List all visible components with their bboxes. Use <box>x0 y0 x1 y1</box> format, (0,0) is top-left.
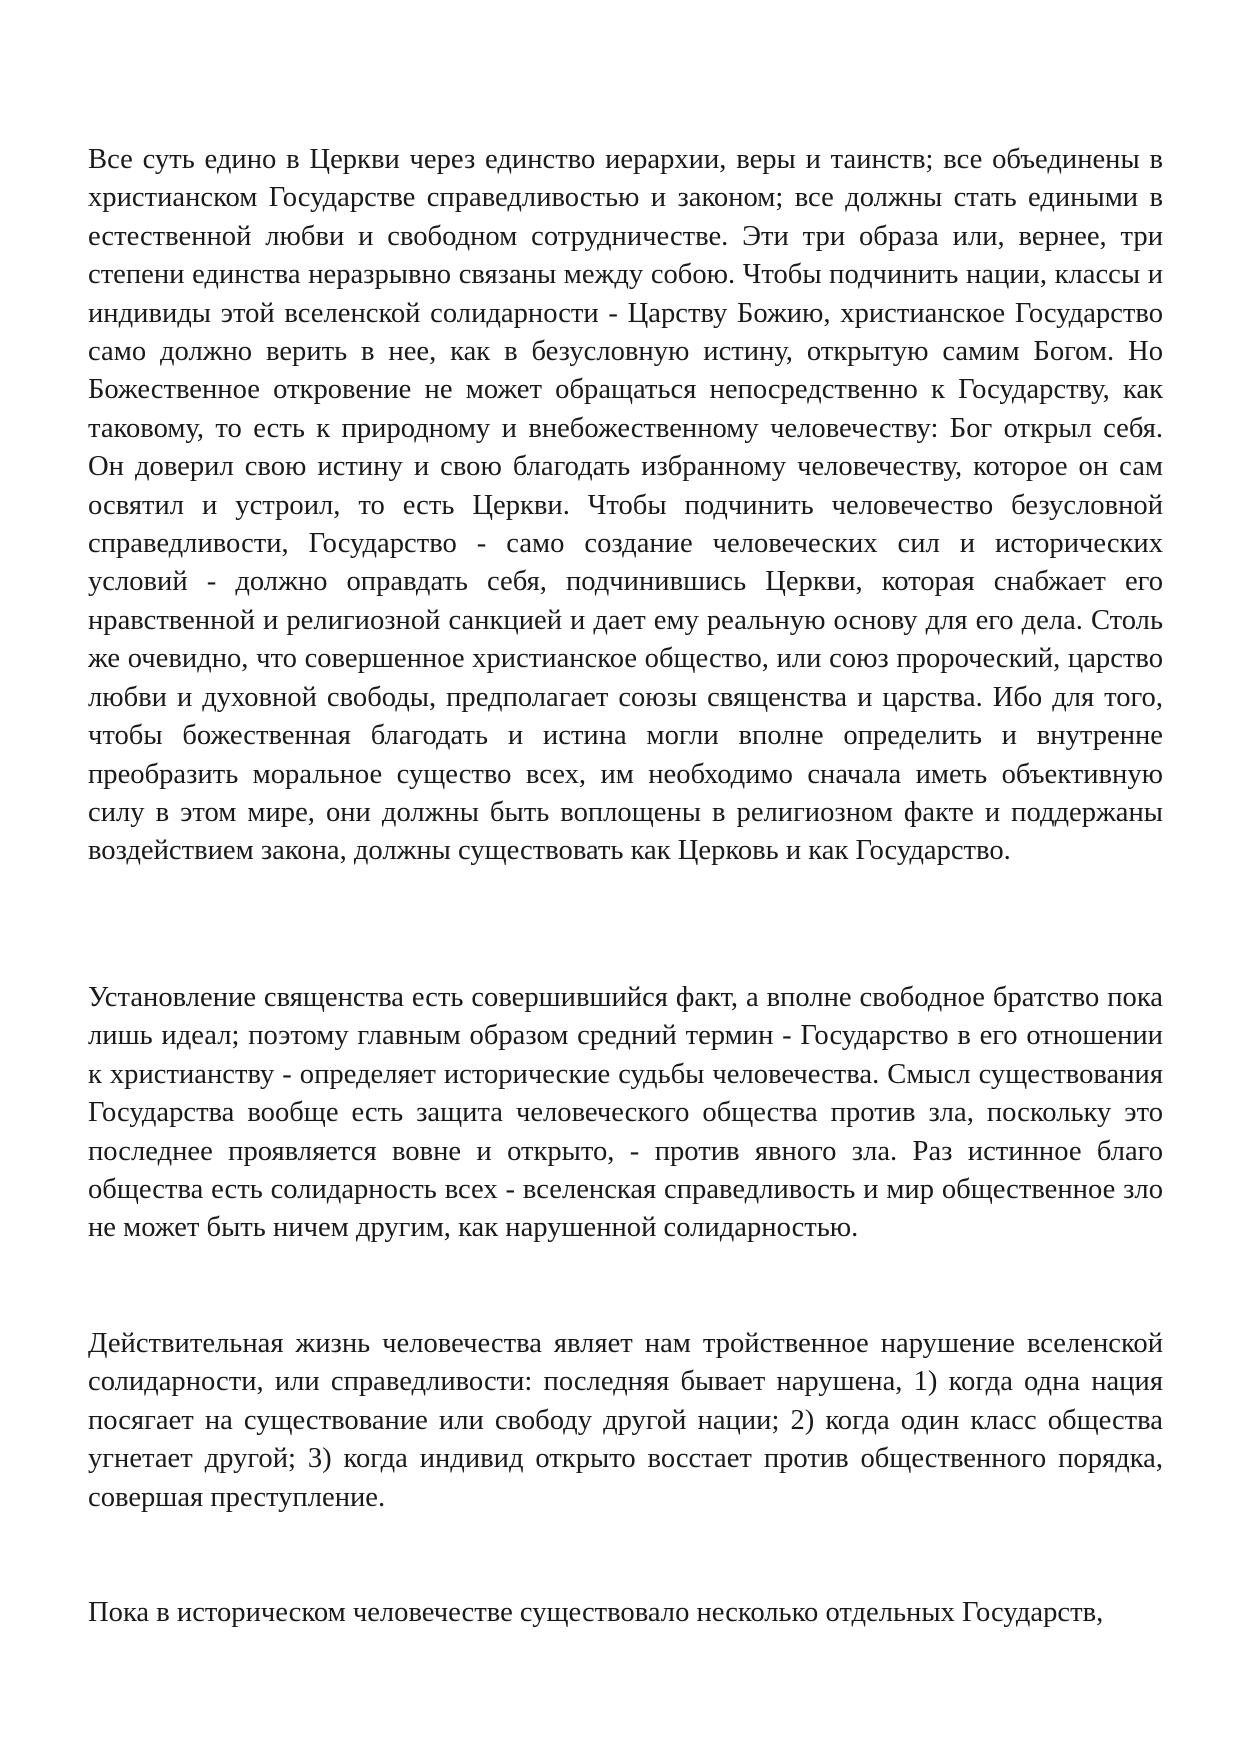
paragraph-solidarity-violation: Действительная жизнь человечества являет нам тройственное нарушение вселенской солидарности, или справедливости: последняя бывает нарушена, 1) когда одна нация посягает на существование или свободу другой нации; 2) когда один класс общества угнетает другой; 3) когда индивид открыто восстает против общественного порядка, совершая преступление. <box>88 1328 1163 1513</box>
paragraph-priesthood-state: Установление священства есть совершившийся факт, а вполне свободное братство пока лишь идеал; поэтому главным образом средний термин - Государство в его отношении к христианству - определяет исторические судьбы человечества. Смысл существования Государства вообще есть защита человеческого общества против зла, поскольку это последнее проявляется вовне и открыто, - против явного зла. Раз истинное благо общества есть солидарность всех - вселенская справедливость и мир общественное зло не может быть ничем другим, как нарушенной солидарностью. <box>88 982 1163 1244</box>
paragraph-church-state-unity: Все суть едино в Церкви через единство иерархии, веры и таинств; все объединены в христианском Государстве справедливостью и законом; все должны стать едиными в естественной любви и свободном сотрудничестве. Эти три образа или, вернее, три степени единства неразрывно связаны между собою. Чтобы подчинить нации, классы и индивиды этой вселенской солидарности - Царству Божию, христианское Государство само должно верить в нее, как в безусловную истину, открытую самим Богом. Но Божественное откровение не может обращаться непосредственно к Государству, как таковому, то есть к природному и внебожественному человечеству: Бог открыл себя. Он доверил свою истину и свою благодать избранному человечеству, которое он сам освятил и устроил, то есть Церкви. Чтобы подчинить человечество безусловной справедливости, Государство - само создание человеческих сил и исторических условий - должно оправдать себя, подчинившись Церкви, которая снабжает его нравственной и религиозной санкцией и дает ему реальную основу для его дела. Столь же очевидно, что совершенное христианское общество, или союз пророческий, царство любви и духовной свободы, предполагает союзы священства и царства. Ибо для того, чтобы божественная благодать и истина могли вполне определить и внутренне преобразить моральное существо всех, им необходимо сначала иметь объективную силу в этом мире, они должны быть воплощены в религиозном факте и поддержаны воздействием закона, должны существовать как Церковь и как Государство. <box>88 144 1163 867</box>
paragraph-historical-states: Пока в историческом человечестве существовало несколько отдельных Государств, <box>88 1597 1104 1628</box>
